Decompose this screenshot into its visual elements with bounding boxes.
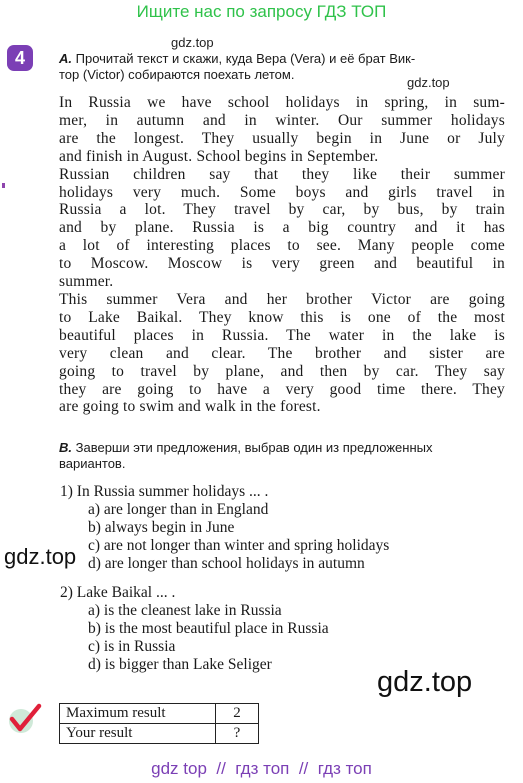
option-c: c) are not longer than winter and spring holidays — [88, 537, 390, 554]
watermark-2: gdz.top — [407, 75, 450, 90]
text-line: In Russia we have school holidays in spring, in sum- — [59, 94, 505, 111]
text-line: very clean and clear. The brother and sister are — [59, 344, 505, 362]
question-2 — [60, 584, 329, 674]
task-b-instruction — [59, 440, 504, 472]
watermark-left: gdz.top — [4, 544, 77, 569]
your-result-label: Your result — [60, 724, 216, 744]
text-line: and finish in August. School begins in September. — [59, 147, 379, 165]
text-line: holidays very much. Some boys and girls travel in — [59, 183, 505, 201]
text-line: a lot of interesting places to see. Many people come — [59, 237, 505, 255]
reading-text — [59, 94, 505, 416]
text-line: they are going to have a very good time there. They — [59, 380, 505, 398]
text-line: This summer Vera and her brother Victor are going — [59, 290, 505, 308]
option-d: d) is bigger than Lake Seliger — [88, 656, 272, 673]
option-d: d) are longer than school holidays in autumn — [88, 555, 365, 572]
text-line: are going to swim and walk in the forest. — [59, 398, 321, 416]
text-line: going to travel by plane, and then by car. They say — [59, 362, 505, 380]
task-b-line2: вариантов. — [59, 456, 126, 471]
top-banner: Ищите нас по запросу ГДЗ ТОП — [136, 2, 387, 21]
text-line: mer, in autumn and in winter. Our summer holidays — [59, 111, 505, 129]
margin-mark — [2, 183, 5, 188]
your-result-value: ? — [216, 724, 259, 744]
task-number-badge: 4 — [7, 45, 33, 71]
task-b-letter: B. — [59, 440, 72, 455]
text-line: to Moscow. Moscow is very green and beautiful in — [59, 255, 505, 273]
max-result-value: 2 — [216, 704, 259, 724]
question-stem: 1) In Russia summer holidays ... . — [60, 483, 269, 500]
result-table — [59, 703, 259, 744]
task-a-line1: Прочитай текст и скажи, куда Вера (Vera) и её брат Вик- — [75, 51, 416, 66]
max-result-label: Maximum result — [60, 704, 216, 724]
task-a-line2: тор (Victor) собираются поехать летом. — [59, 67, 295, 82]
task-a-letter: A. — [59, 51, 72, 66]
watermark-right: gdz.top — [377, 666, 473, 698]
text-line: Russian children say that they like their summer — [59, 165, 505, 183]
footer-links: gdz top // гдз топ // гдз топ — [151, 759, 372, 778]
text-line: Russia a lot. They travel by car, by bus, by train — [59, 201, 505, 219]
watermark-1: gdz.top — [171, 35, 214, 50]
red-checkmark-icon — [6, 702, 42, 736]
task-b-line1: Заверши эти предложения, выбрав один из предложенных — [75, 440, 433, 455]
option-c: c) is in Russia — [88, 638, 176, 655]
question-stem: 2) Lake Baikal ... . — [60, 584, 176, 601]
text-line: beautiful places in Russia. The water in the lake is — [59, 326, 505, 344]
text-line: to Lake Baikal. They know this is one of the most — [59, 308, 505, 326]
option-b: b) is the most beautiful place in Russia — [88, 620, 329, 637]
option-a: a) is the cleanest lake in Russia — [88, 602, 282, 619]
text-line: and by plane. Russia is a big country and it has — [59, 219, 505, 237]
text-line: summer. — [59, 273, 114, 291]
option-b: b) always begin in June — [88, 519, 235, 536]
question-1 — [60, 483, 389, 573]
option-a: a) are longer than in England — [88, 501, 269, 518]
text-line: are the longest. They usually begin in June or July — [59, 129, 505, 147]
